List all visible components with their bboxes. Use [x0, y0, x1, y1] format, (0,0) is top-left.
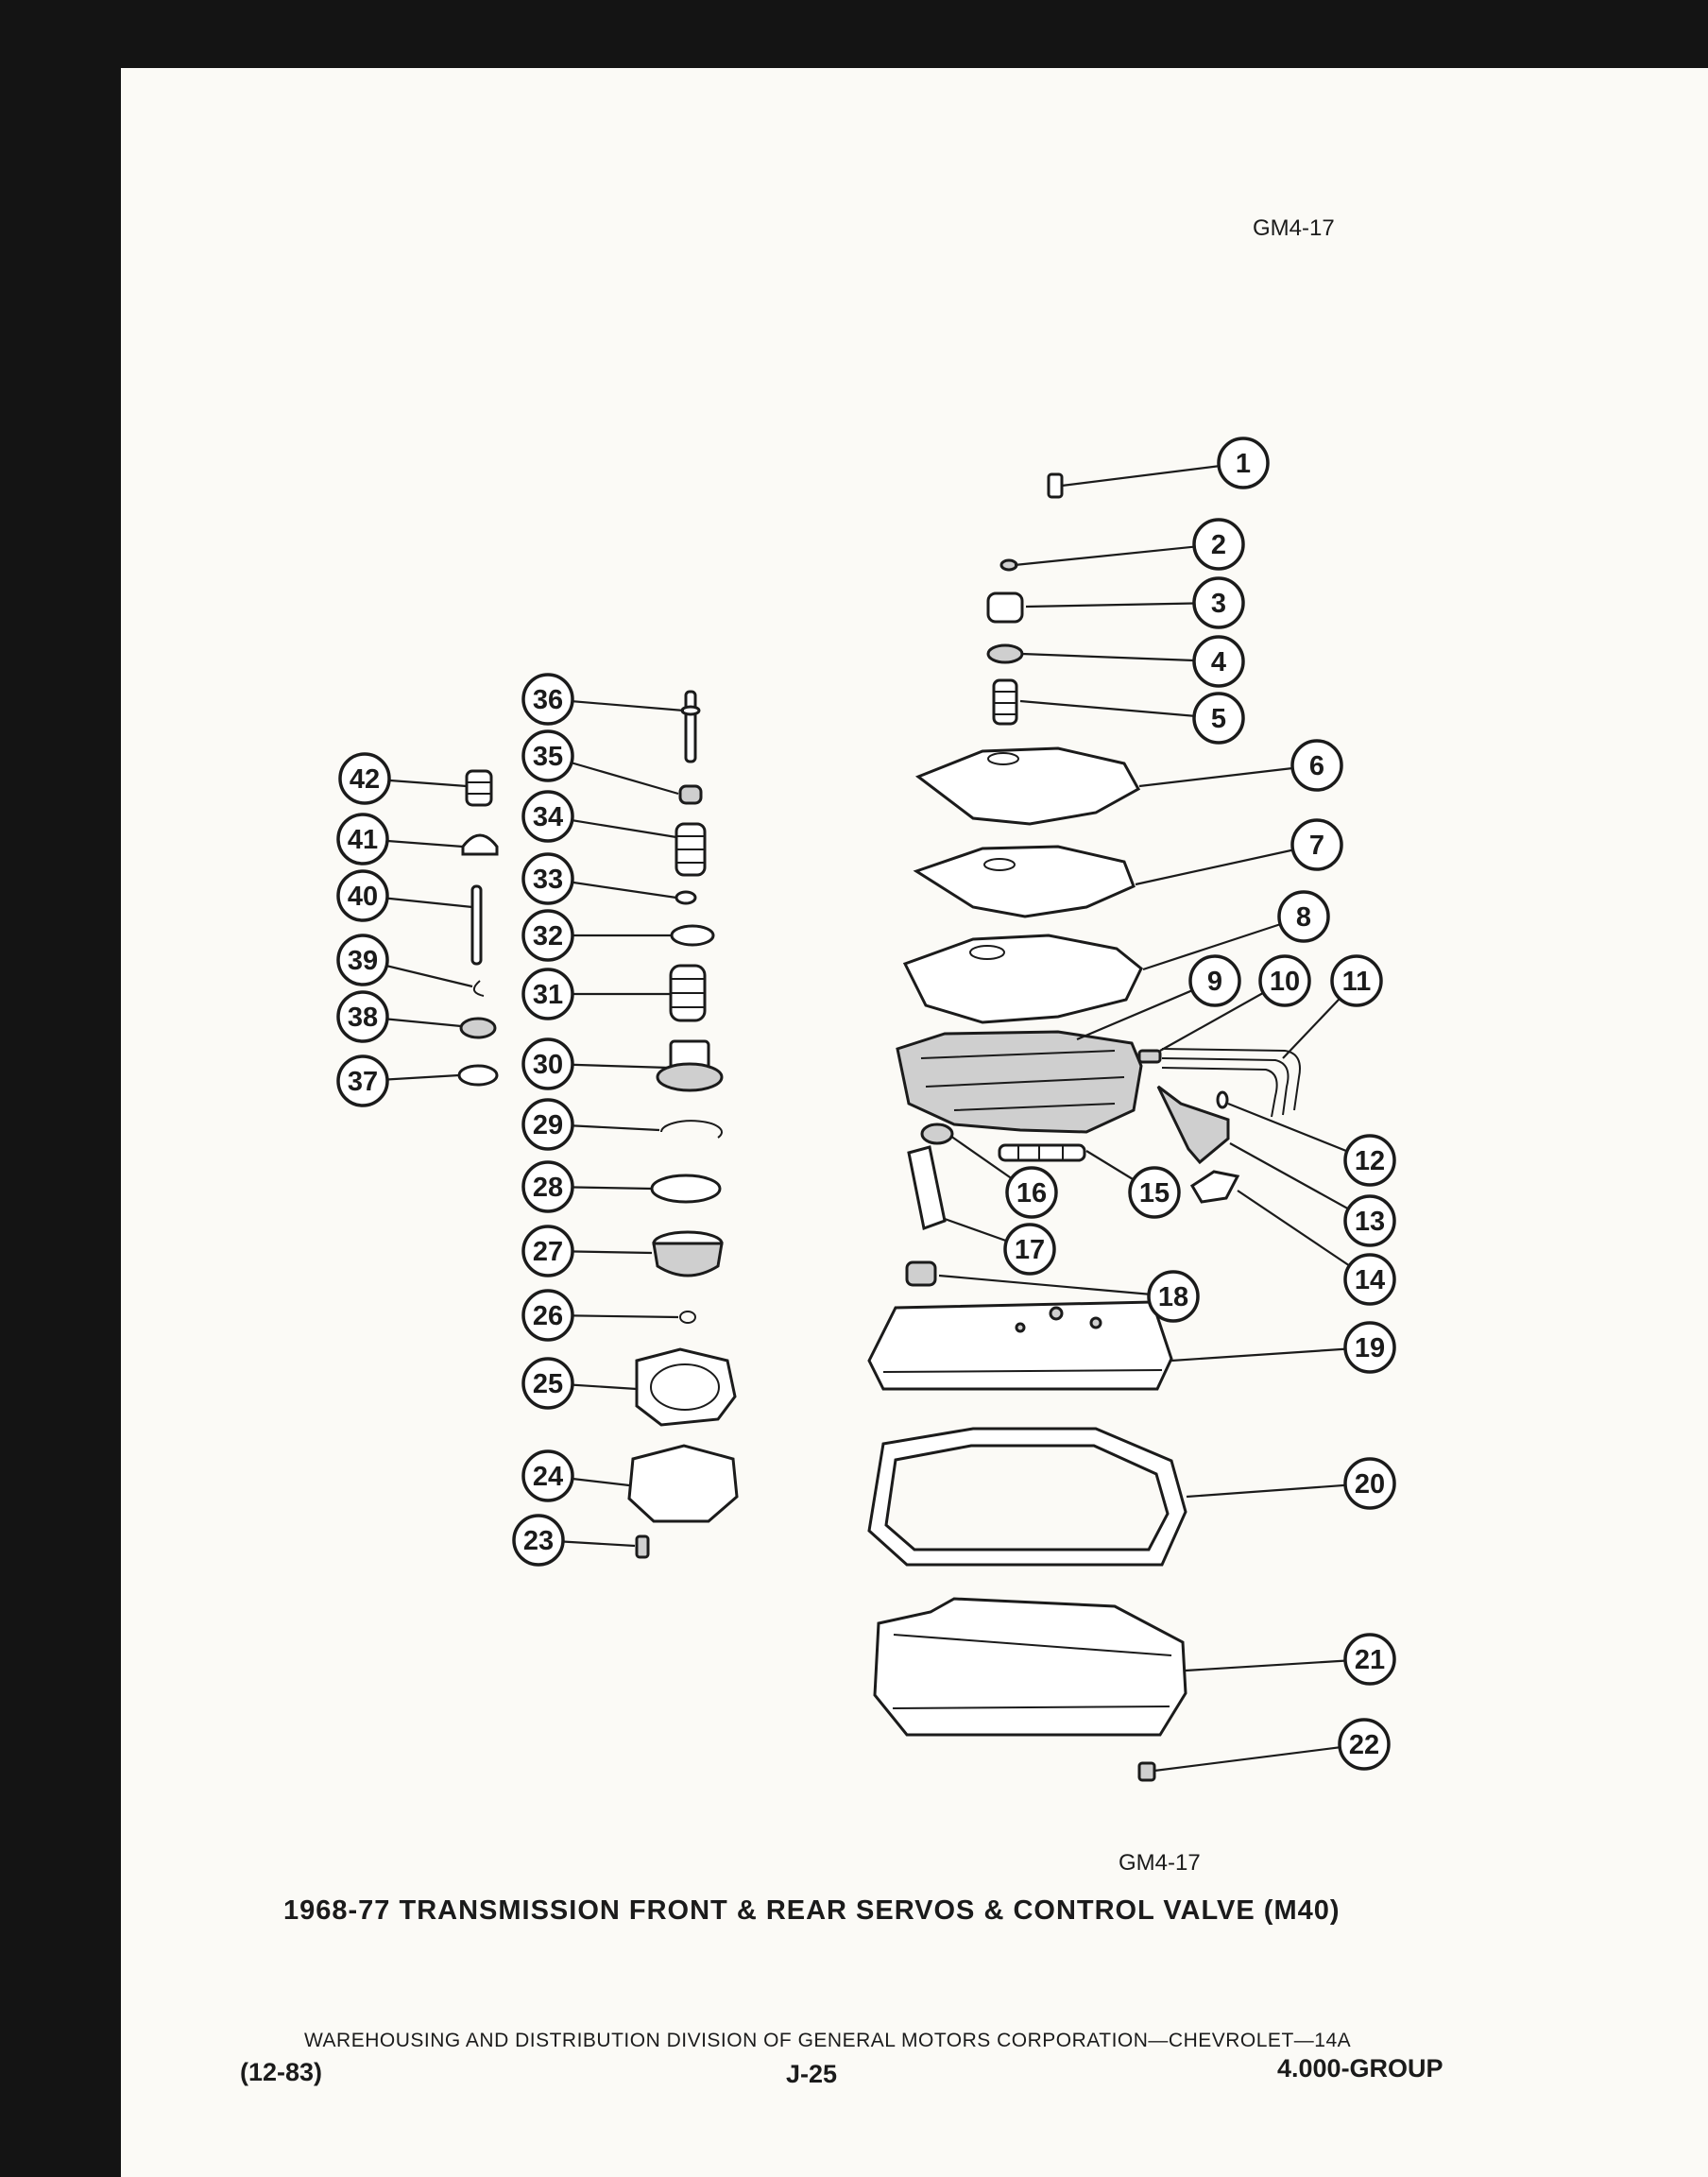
part-2-clip	[1001, 560, 1016, 570]
figure-code-top: GM4-17	[1253, 215, 1335, 241]
callout-number-15: 15	[1138, 1178, 1170, 1208]
callout-26	[523, 1291, 572, 1340]
part-33-washer	[676, 892, 695, 903]
footer-date: (12-83)	[240, 2058, 323, 2086]
callout-19	[1345, 1323, 1394, 1372]
part-17-pipe	[909, 1147, 945, 1228]
part-42-spring	[467, 771, 491, 805]
callout-number-12: 12	[1354, 1146, 1386, 1176]
callout-number-17: 17	[1014, 1235, 1046, 1265]
callout-number-6: 6	[1308, 751, 1325, 781]
callout-number-9: 9	[1206, 967, 1223, 997]
callout-27	[523, 1226, 572, 1276]
callout-number-33: 33	[532, 865, 564, 895]
leader-line-21	[1186, 1659, 1370, 1671]
part-15-valve	[999, 1145, 1085, 1160]
part-16-seal	[922, 1124, 952, 1143]
figure-code-bottom: GM4-17	[1119, 1850, 1201, 1876]
callout-15	[1130, 1168, 1179, 1217]
part-40-valve	[472, 886, 481, 964]
callout-number-18: 18	[1157, 1282, 1189, 1312]
callout-29	[523, 1100, 572, 1149]
callout-number-20: 20	[1354, 1469, 1386, 1500]
leader-line-20	[1187, 1483, 1370, 1497]
callout-4	[1194, 637, 1243, 686]
leader-line-1	[1062, 463, 1243, 486]
part-18-filter	[907, 1262, 935, 1285]
callout-37	[338, 1056, 387, 1106]
callout-36	[523, 675, 572, 724]
callout-42	[340, 754, 389, 803]
part-28-ring	[652, 1175, 720, 1202]
callout-number-13: 13	[1354, 1207, 1386, 1237]
part-8-gasket	[905, 935, 1141, 1022]
callout-number-34: 34	[532, 802, 564, 832]
callout-number-10: 10	[1269, 967, 1301, 997]
part-1-plug	[1049, 474, 1062, 497]
part-10-connector	[1139, 1051, 1160, 1062]
leader-line-2	[1015, 544, 1219, 565]
footer-page-number: J-25	[786, 2060, 838, 2088]
callout-number-28: 28	[532, 1173, 564, 1203]
callout-number-37: 37	[347, 1067, 379, 1097]
leader-line-18	[939, 1276, 1173, 1296]
part-6-gasket	[918, 748, 1138, 824]
part-24-cover	[629, 1446, 737, 1521]
callout-number-16: 16	[1016, 1178, 1048, 1208]
part-22-drain-plug	[1139, 1763, 1154, 1780]
part-26-clip	[680, 1311, 695, 1323]
callout-10	[1260, 956, 1309, 1005]
callout-7	[1292, 820, 1341, 869]
callout-number-29: 29	[532, 1110, 564, 1140]
callout-14	[1345, 1255, 1394, 1304]
leader-line-5	[1020, 701, 1219, 718]
footer-group: 4.000-GROUP	[1277, 2054, 1443, 2083]
callout-39	[338, 935, 387, 985]
footer-organization: WAREHOUSING AND DISTRIBUTION DIVISION OF GENERAL MOTORS CORPORATION—CHEVROLET—14A	[304, 2030, 1352, 2051]
part-31-spring	[671, 966, 705, 1020]
callout-number-39: 39	[347, 946, 379, 976]
callout-18	[1149, 1272, 1198, 1321]
callout-6	[1292, 741, 1341, 790]
callout-41	[338, 814, 387, 864]
part-32-ring	[672, 926, 713, 945]
part-29-snap-ring	[661, 1121, 722, 1138]
callout-40	[338, 871, 387, 920]
leader-line-22	[1154, 1744, 1364, 1771]
part-23-bolt	[637, 1536, 648, 1557]
callout-number-4: 4	[1210, 647, 1227, 677]
callout-number-41: 41	[347, 825, 379, 855]
callout-3	[1194, 578, 1243, 627]
part-34-spring	[676, 824, 705, 875]
callout-35	[523, 731, 572, 780]
callout-24	[523, 1451, 572, 1500]
callout-30	[523, 1039, 572, 1088]
part-9-valve-body	[897, 1032, 1141, 1132]
callout-number-19: 19	[1354, 1333, 1386, 1363]
part-12-bolt	[1218, 1092, 1227, 1107]
callout-12	[1345, 1136, 1394, 1185]
callout-2	[1194, 520, 1243, 569]
callout-8	[1279, 892, 1328, 941]
callout-11	[1332, 956, 1381, 1005]
callout-38	[338, 992, 387, 1041]
callout-number-36: 36	[532, 685, 564, 715]
leader-line-3	[1026, 603, 1219, 607]
part-41-plug	[463, 835, 497, 854]
callout-number-2: 2	[1210, 530, 1227, 560]
leader-line-4	[1022, 654, 1219, 661]
callout-23	[514, 1516, 563, 1565]
callout-20	[1345, 1459, 1394, 1508]
callout-number-1: 1	[1235, 449, 1252, 479]
callout-number-22: 22	[1348, 1730, 1380, 1760]
callout-number-21: 21	[1354, 1645, 1386, 1675]
callout-33	[523, 854, 572, 903]
callout-markers	[338, 438, 1394, 1769]
leader-line-19	[1171, 1347, 1370, 1361]
callout-34	[523, 792, 572, 841]
part-36-valve-stem	[682, 692, 699, 762]
callout-number-30: 30	[532, 1050, 564, 1080]
callout-number-5: 5	[1210, 704, 1227, 734]
callout-number-42: 42	[349, 764, 381, 795]
callout-22	[1340, 1720, 1389, 1769]
callout-13	[1345, 1196, 1394, 1245]
callout-number-11: 11	[1341, 967, 1372, 997]
callout-31	[523, 969, 572, 1019]
part-30-piston	[658, 1041, 722, 1090]
part-3-valve	[988, 593, 1022, 622]
callout-9	[1190, 956, 1239, 1005]
callout-1	[1219, 438, 1268, 488]
part-4-seat	[988, 645, 1022, 662]
callout-number-14: 14	[1354, 1265, 1386, 1295]
callout-5	[1194, 694, 1243, 743]
part-37-ring	[459, 1066, 497, 1085]
callout-28	[523, 1162, 572, 1211]
callout-number-7: 7	[1308, 831, 1325, 861]
part-27-piston	[654, 1232, 722, 1276]
callout-number-40: 40	[347, 882, 379, 912]
part-21-oil-pan	[875, 1599, 1186, 1735]
callout-number-32: 32	[532, 921, 564, 951]
callout-number-3: 3	[1210, 589, 1227, 619]
callout-number-27: 27	[532, 1237, 564, 1267]
part-35-cap	[680, 786, 701, 803]
callout-number-26: 26	[532, 1301, 564, 1331]
part-19-strainer	[869, 1302, 1171, 1389]
part-38-seat	[461, 1019, 495, 1037]
callout-number-35: 35	[532, 742, 564, 772]
part-5-spring	[994, 680, 1016, 724]
callout-21	[1345, 1635, 1394, 1684]
callout-32	[523, 911, 572, 960]
callout-number-25: 25	[532, 1369, 564, 1399]
callout-number-8: 8	[1295, 902, 1312, 933]
part-39-clip	[474, 981, 484, 996]
callout-number-23: 23	[522, 1526, 555, 1556]
part-14-plate	[1192, 1172, 1238, 1202]
callout-17	[1005, 1225, 1054, 1274]
leader-line-6	[1139, 765, 1317, 786]
callout-number-24: 24	[532, 1462, 564, 1492]
part-7-spacer-plate	[916, 847, 1134, 917]
callout-25	[523, 1359, 572, 1408]
part-20-pan-gasket	[869, 1429, 1186, 1565]
leader-line-7	[1136, 845, 1317, 884]
callout-16	[1007, 1168, 1056, 1217]
callout-number-38: 38	[347, 1003, 379, 1033]
figure-title: 1968-77 TRANSMISSION FRONT & REAR SERVOS & CONTROL VALVE (M40)	[283, 1895, 1341, 1926]
callout-number-31: 31	[532, 980, 564, 1010]
